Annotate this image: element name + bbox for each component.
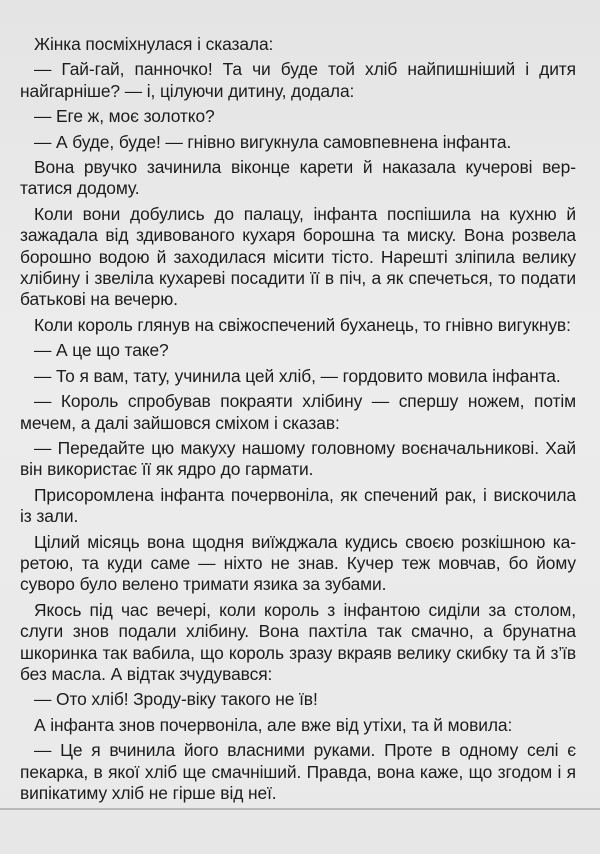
paragraph: Коли король глянув на свіжоспечений буханець, то гнівно вигукнув: (34, 314, 571, 335)
paragraph: — Гай-гай, панночко! Та чи буде той хліб найпишніший і дитя найгарніше? — і, цілуючи дитину, додала: (20, 59, 576, 101)
paragraph: — Ото хліб! Зроду-віку такого не їв! (34, 689, 318, 710)
page-bottom-strip (0, 810, 600, 854)
paragraph: — То я вам, тату, учинила цей хліб, — гордовито мовила інфанта. (34, 365, 561, 386)
paragraph: — Передайте цю макуху нашому головному воєначальникові. Хай він використає її як ядро до гармати. (20, 437, 576, 480)
story-text (20, 34, 576, 808)
paragraph: — А буде, буде! — гнівно вигукнула самовпевнена інфанта. (34, 131, 512, 152)
paragraph: А інфанта знов почервоніла, але вже від утіхи, та й мовила: (34, 714, 513, 735)
paragraph: Коли вони добулись до палацу, інфанта поспішила на кухню й зажадала від здивованого кухаря борошна та миску. Вона розвела борошно водою й заходилася місити тісто. Нарешті зліпила велику хлібину і звеліла кухареві посадити її в піч, а як спечеться, то подати батькові на вечерю. (20, 203, 576, 310)
paragraph: — Еге ж, моє золотко? (34, 106, 215, 127)
paragraph: Жінка посміхнулася і сказала: (34, 34, 274, 54)
paragraph: Присоромлена інфанта почервоніла, як спечений рак, і вискочила із зали. (20, 484, 576, 527)
paragraph: Вона рвучко зачинила віконце карети й наказала кучерові вертатися додому. (20, 157, 576, 199)
paragraph: Цілий місяць вона щодня виїжджала кудись своєю розкішною каретою, та куди саме — ніхто не знав. Кучер теж мовчав, бо йому суворо було велено тримати язика за зубами. (20, 531, 576, 595)
paragraph: — Це я вчинила його власними руками. Проте в одному селі є пекарка, в якої хліб ще смачніший. Правда, вона каже, що згодом і я випікатиму хліб не гірше від неї. (20, 740, 576, 803)
paragraph: Якось під час вечері, коли король з інфантою сиділи за столом, слуги знов подали хлібину. Вона пахтіла так смачно, а брунатна шкоринка так вабила, що король зразу вкраяв велику скибку та й з’їв без масла. А відтак зчудувався: (20, 599, 576, 684)
paragraph: — А це що таке? (34, 340, 169, 361)
paragraph: — Король спробував покраяти хлібину — спершу ножем, потім мечем, а далі зайшовся сміхом і сказав: (20, 391, 576, 433)
